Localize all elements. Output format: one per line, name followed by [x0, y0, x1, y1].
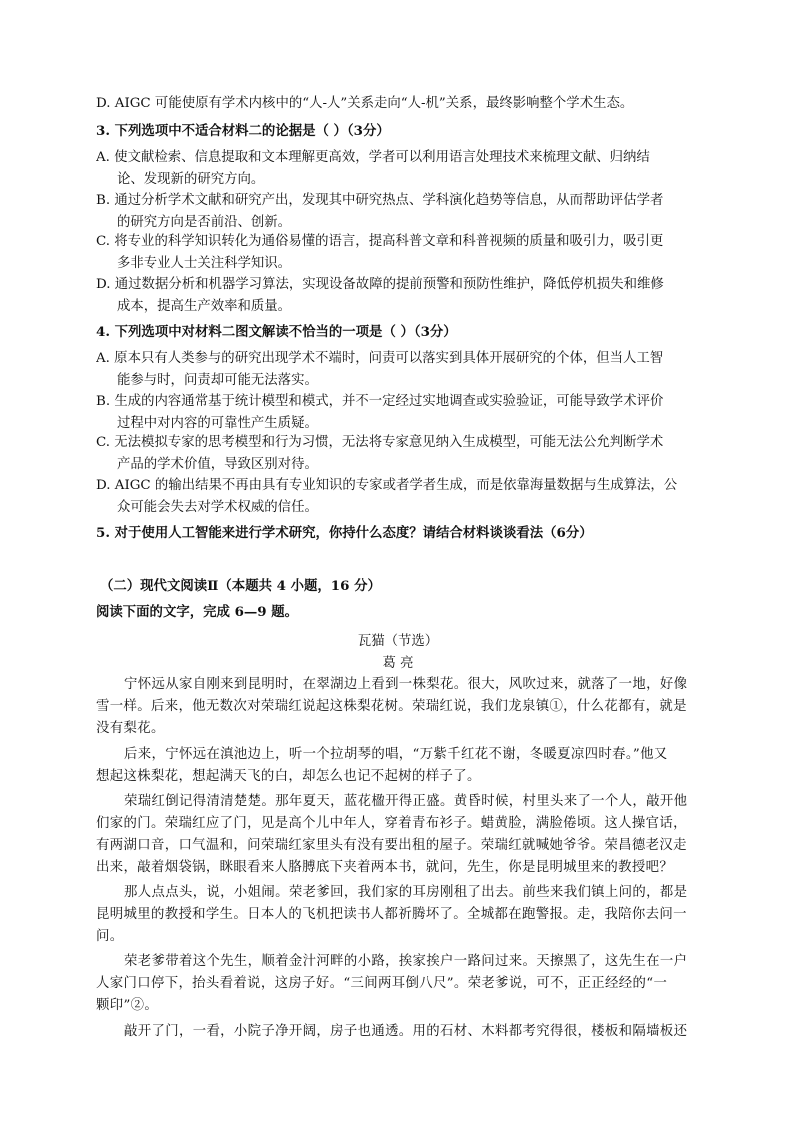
q3-option-a: A. 使文献检索、信息提取和文本理解更高效，学者可以利用语言处理技术来梳理文献、归纳结	[96, 150, 650, 165]
passage-line: 出来，敲着烟袋锅，眯眼看来人胳膊底下夹着两本书，就问，先生，你是昆明城里来的教授吧？	[96, 860, 674, 875]
passage-line: 颗印”②。	[96, 998, 159, 1013]
q3-option-a-cont: 论、发现新的研究方向。	[117, 172, 265, 187]
q4-option-d-cont: 众可能会失去对学术权威的信任。	[117, 500, 318, 515]
passage-line: 问。	[96, 929, 124, 944]
q2-option-d: D. AIGC 可能使原有学术内核中的“人-人”关系走向“人-机”关系，最终影响整个学术生态。	[96, 96, 634, 111]
passage-line: 没有梨花。	[96, 721, 165, 736]
q4-option-a-cont: 能参与时，问责却可能无法落实。	[117, 373, 318, 388]
q3-stem: 3. 下列选项中不适合材料二的论据是（ ）（3分）	[96, 123, 390, 139]
passage-line: 人家门口停下，抬头看着说，这房子好。“三间两耳倒八尺”。荣老爹说，可不，正正经经的“一	[96, 976, 668, 991]
passage-line: 敲开了门，一看，小院子净开阔，房子也通透。用的石材、木料都考究得很，楼板和隔墙板还	[124, 1024, 688, 1039]
q4-option-a: A. 原本只有人类参与的研究出现学术不端时，问责可以落实到具体开展研究的个体，但当人工智	[96, 351, 664, 366]
section-heading: （二）现代文阅读Ⅱ（本题共 4 小题，16 分）	[100, 578, 381, 594]
passage-line: 雪一样。后来，他无数次对荣瑞红说起这株梨花树。荣瑞红说，我们龙泉镇①，什么花都有，就是	[96, 699, 687, 714]
passage-line: 荣瑞红倒记得清清楚楚。那年夏天，蓝花楹开得正盛。黄昏时候，村里头来了一个人，敲开他	[124, 794, 688, 809]
passage-line: 宁怀远从家自刚来到昆明时，在翠湖边上看到一株梨花。很大，风吹过来，就落了一地，好像	[124, 677, 688, 692]
passage-line: 昆明城里的教授和学生。日本人的飞机把读书人都祈腾坏了。全城都在跑警报。走，我陪你去问一	[96, 907, 687, 922]
passage-line: 荣老爹带着这个先生，顺着金汁河畔的小路，挨家挨户一路问过来。天擦黑了，这先生在一户	[124, 954, 688, 969]
q3-option-d: D. 通过数据分析和机器学习算法，实现设备故障的提前预警和预防性维护，降低停机损失和维修	[96, 277, 664, 292]
passage-line: 那人点点头，说，小姐闹。荣老爹回，我们家的耳房刚租了出去。前些来我们镇上问的，都是	[124, 885, 688, 900]
passage-line: 们家的门。荣瑞红应了门，见是高个儿中年人，穿着青布衫子。蜡黄脸，满脸倦顷。这人操官话，	[96, 816, 687, 831]
reading-instruction: 阅读下面的文字，完成 6—9 题。	[96, 604, 299, 620]
q4-option-b: B. 生成的内容通常基于统计模型和模式，并不一定经过实地调查或实验验证，可能导致学术评价	[96, 394, 664, 409]
q3-option-b-cont: 的研究方向是否前沿、创新。	[117, 215, 292, 230]
q3-option-b: B. 通过分析学术文献和研究产出，发现其中研究热点、学科演化趋势等信息，从而帮助评估学者	[96, 193, 664, 208]
passage-author: 葛 亮	[382, 656, 414, 671]
passage-line: 有两湖口音，口气温和，问荣瑞红家里头有没有要出租的屋子。荣瑞红就喊她爷爷。荣昌德老汉走	[96, 838, 687, 853]
q5-stem: 5. 对于使用人工智能来进行学术研究，你持什么态度？请结合材料谈谈看法（6分）	[96, 525, 593, 541]
q3-option-d-cont: 成本，提高生产效率和质量。	[117, 299, 292, 314]
passage-title: 瓦猫（节选）	[357, 634, 439, 649]
q4-option-c: C. 无法模拟专家的思考模型和行为习惯，无法将专家意见纳入生成模型，可能无法公允判断学术	[96, 435, 664, 450]
q3-option-c-cont: 多非专业人士关注科学知识。	[117, 256, 292, 271]
q4-option-d: D. AIGC 的输出结果不再由具有专业知识的专家或者学者生成，而是依靠海量数据与生成算法，公	[96, 478, 678, 493]
q4-option-b-cont: 过程中对内容的可靠性产生质疑。	[117, 416, 318, 431]
passage-line: 想起这株梨花，想起满天飞的白，却怎么也记不起树的样子了。	[96, 769, 481, 784]
q4-stem: 4. 下列选项中对材料二图文解读不恰当的一项是（ ）（3分）	[96, 324, 457, 340]
q4-option-c-cont: 产品的学术价值，导致区别对待。	[117, 457, 318, 472]
passage-line: 后来，宁怀远在滇池边上，听一个拉胡琴的唱，“万紫千红花不谢，冬暖夏凉四时春。”他又	[124, 747, 668, 762]
q3-option-c: C. 将专业的科学知识转化为通俗易懂的语言，提高科普文章和科普视频的质量和吸引力，吸引更	[96, 234, 664, 249]
